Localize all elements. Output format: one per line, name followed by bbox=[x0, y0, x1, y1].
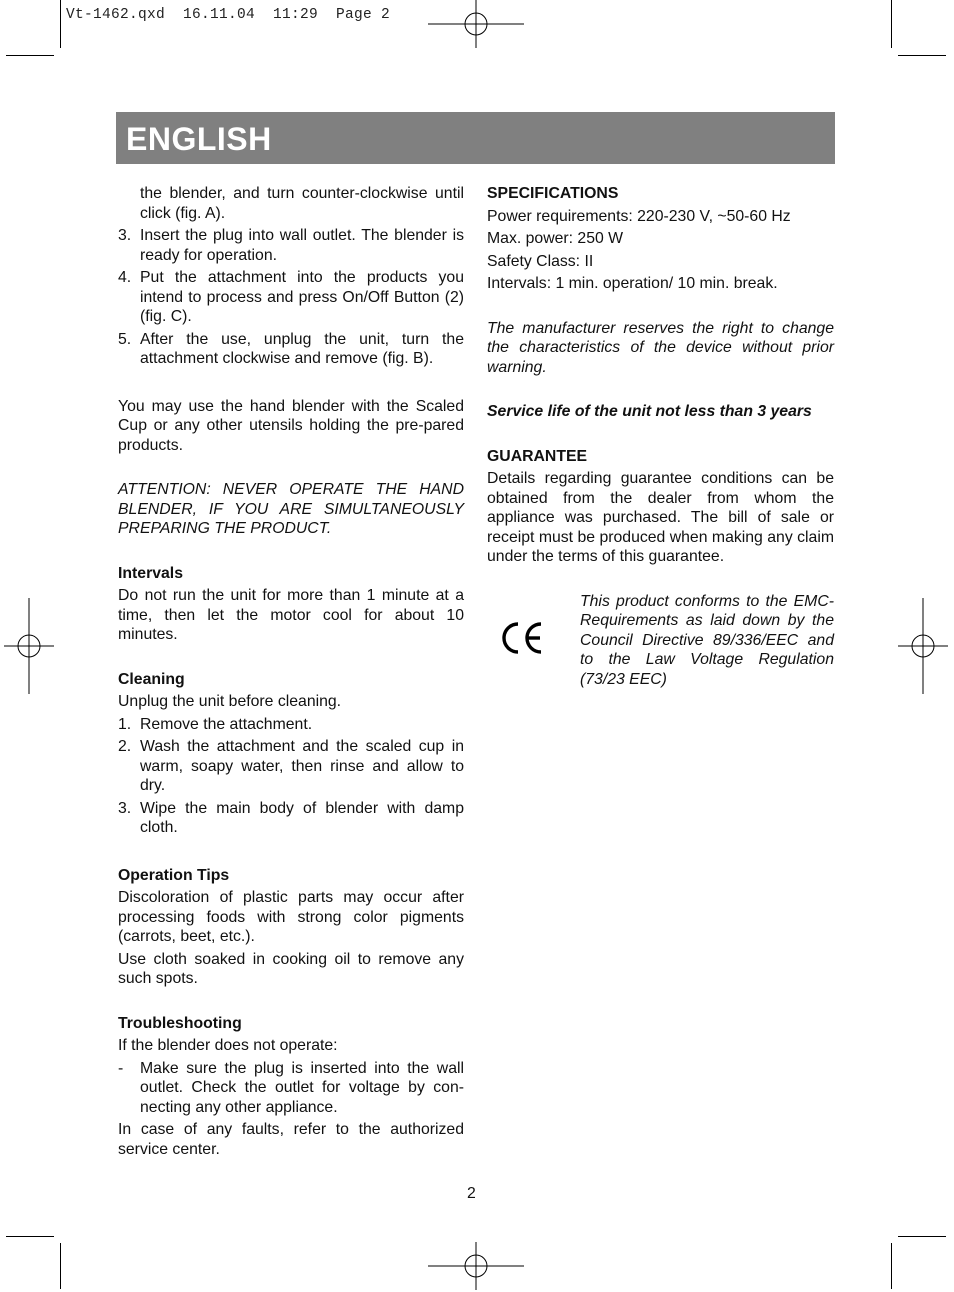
registration-mark-left bbox=[4, 598, 54, 694]
section-heading-cleaning: Cleaning bbox=[118, 670, 185, 688]
section-heading-troubleshooting: Troubleshooting bbox=[118, 1014, 242, 1032]
list-item bbox=[118, 715, 464, 735]
ce-mark-icon bbox=[487, 620, 580, 662]
step-number: 5. bbox=[118, 330, 132, 348]
cleaning-intro: Unplug the unit before cleaning. bbox=[118, 693, 342, 710]
banner-title: ENGLISH bbox=[126, 121, 272, 157]
spec-line: Intervals: 1 min. operation/ 10 min. break. bbox=[487, 275, 778, 292]
crop-mark bbox=[6, 1236, 54, 1237]
step-number: 3. bbox=[118, 227, 132, 244]
list-item bbox=[118, 330, 464, 369]
usage-note: You may use the hand blender with the Scaled Cup or any other utensils holding the pre-pared products. bbox=[118, 397, 464, 454]
step-text: Remove the attachment. bbox=[140, 715, 313, 733]
section-heading-guarantee: GUARANTEE bbox=[487, 447, 588, 465]
intervals-text: Do not run the unit for more than 1 minute at a time, then let the motor cool for about 10 minutes. bbox=[118, 587, 464, 643]
section-heading-intervals: Intervals bbox=[118, 564, 183, 582]
conformity-block bbox=[487, 592, 834, 690]
step-text: Wipe the main body of blender with damp cloth. bbox=[140, 799, 464, 836]
list-item bbox=[118, 799, 464, 838]
crop-mark bbox=[6, 55, 54, 56]
language-banner bbox=[116, 112, 835, 164]
tips-text-1: Discoloration of plastic parts may occur after processing foods with strong color pigments (carrots, beet, etc.). bbox=[118, 889, 464, 945]
step-number: 4. bbox=[118, 269, 132, 286]
manufacturer-note: The manufacturer reserves the right to change the characteristics of the device without prior warning. bbox=[487, 319, 834, 376]
registration-mark-top bbox=[428, 0, 524, 48]
conformity-text: This product conforms to the EMC-Requirements as laid down by the Council Directive 89/336/EEC and to the Law Voltage Regulation (73/23 EEC) bbox=[580, 592, 834, 688]
tips-text-2: Use cloth soaked in cooking oil to remove any such spots. bbox=[118, 950, 464, 987]
crop-mark bbox=[60, 1243, 61, 1289]
list-item bbox=[118, 1059, 464, 1118]
service-life: Service life of the unit not less than 3 years bbox=[487, 403, 812, 420]
step-continuation: the blender, and turn counter-clockwise until click (fig. A). bbox=[140, 185, 464, 222]
right-column bbox=[487, 184, 834, 689]
attention-warning: ATTENTION: NEVER OPERATE THE HAND BLENDER, IF YOU ARE SIMULTANEOUSLY PREPARING THE PRODUCT. bbox=[118, 481, 464, 537]
list-item bbox=[118, 226, 464, 265]
section-heading-tips: Operation Tips bbox=[118, 866, 230, 884]
list-item bbox=[118, 737, 464, 796]
left-column bbox=[118, 184, 464, 1159]
step-text: Put the attachment into the products you intend to process and press On/Off Button (2) (fig. C). bbox=[140, 269, 464, 325]
troubleshooting-intro: If the blender does not operate: bbox=[118, 1037, 338, 1054]
step-number: 3. bbox=[118, 799, 132, 817]
spec-line: Max. power: 250 W bbox=[487, 230, 624, 247]
guarantee-text: Details regarding guarantee conditions can be obtained from the dealer from whom the appliance was purchased. The bill of sale or receipt must be produced when making any claim under the terms of this guarantee. bbox=[487, 470, 834, 565]
spec-line: Safety Class: II bbox=[487, 252, 594, 270]
troubleshooting-outro: In case of any faults, refer to the authorized service center. bbox=[118, 1121, 464, 1158]
registration-mark-bottom bbox=[428, 1242, 524, 1290]
step-text: After the use, unplug the unit, turn the attachment clockwise and remove (fig. B). bbox=[140, 330, 464, 367]
section-heading-specifications: SPECIFICATIONS bbox=[487, 185, 619, 202]
crop-mark bbox=[60, 0, 61, 48]
registration-mark-right bbox=[898, 598, 948, 694]
crop-mark bbox=[898, 1236, 946, 1237]
crop-mark bbox=[891, 0, 892, 48]
crop-mark bbox=[891, 1243, 892, 1289]
crop-mark bbox=[898, 55, 946, 56]
step-number: 2. bbox=[118, 738, 132, 755]
print-slug: Vt-1462.qxd 16.11.04 11:29 Page 2 bbox=[66, 7, 391, 23]
bullet-mark: - bbox=[118, 1059, 124, 1077]
step-text: Insert the plug into wall outlet. The blender is ready for operation. bbox=[140, 227, 464, 264]
spec-line: Power requirements: 220-230 V, ~50-60 Hz bbox=[487, 207, 791, 225]
list-item bbox=[118, 184, 464, 223]
step-text: Wash the attachment and the scaled cup in warm, soapy water, then rinse and allow to dry. bbox=[140, 738, 464, 794]
step-number: 1. bbox=[118, 715, 132, 733]
bullet-text: Make sure the plug is inserted into the wall outlet. Check the outlet for voltage by con-necting any other appliance. bbox=[140, 1059, 464, 1116]
page-number: 2 bbox=[467, 1185, 476, 1202]
list-item bbox=[118, 268, 464, 327]
